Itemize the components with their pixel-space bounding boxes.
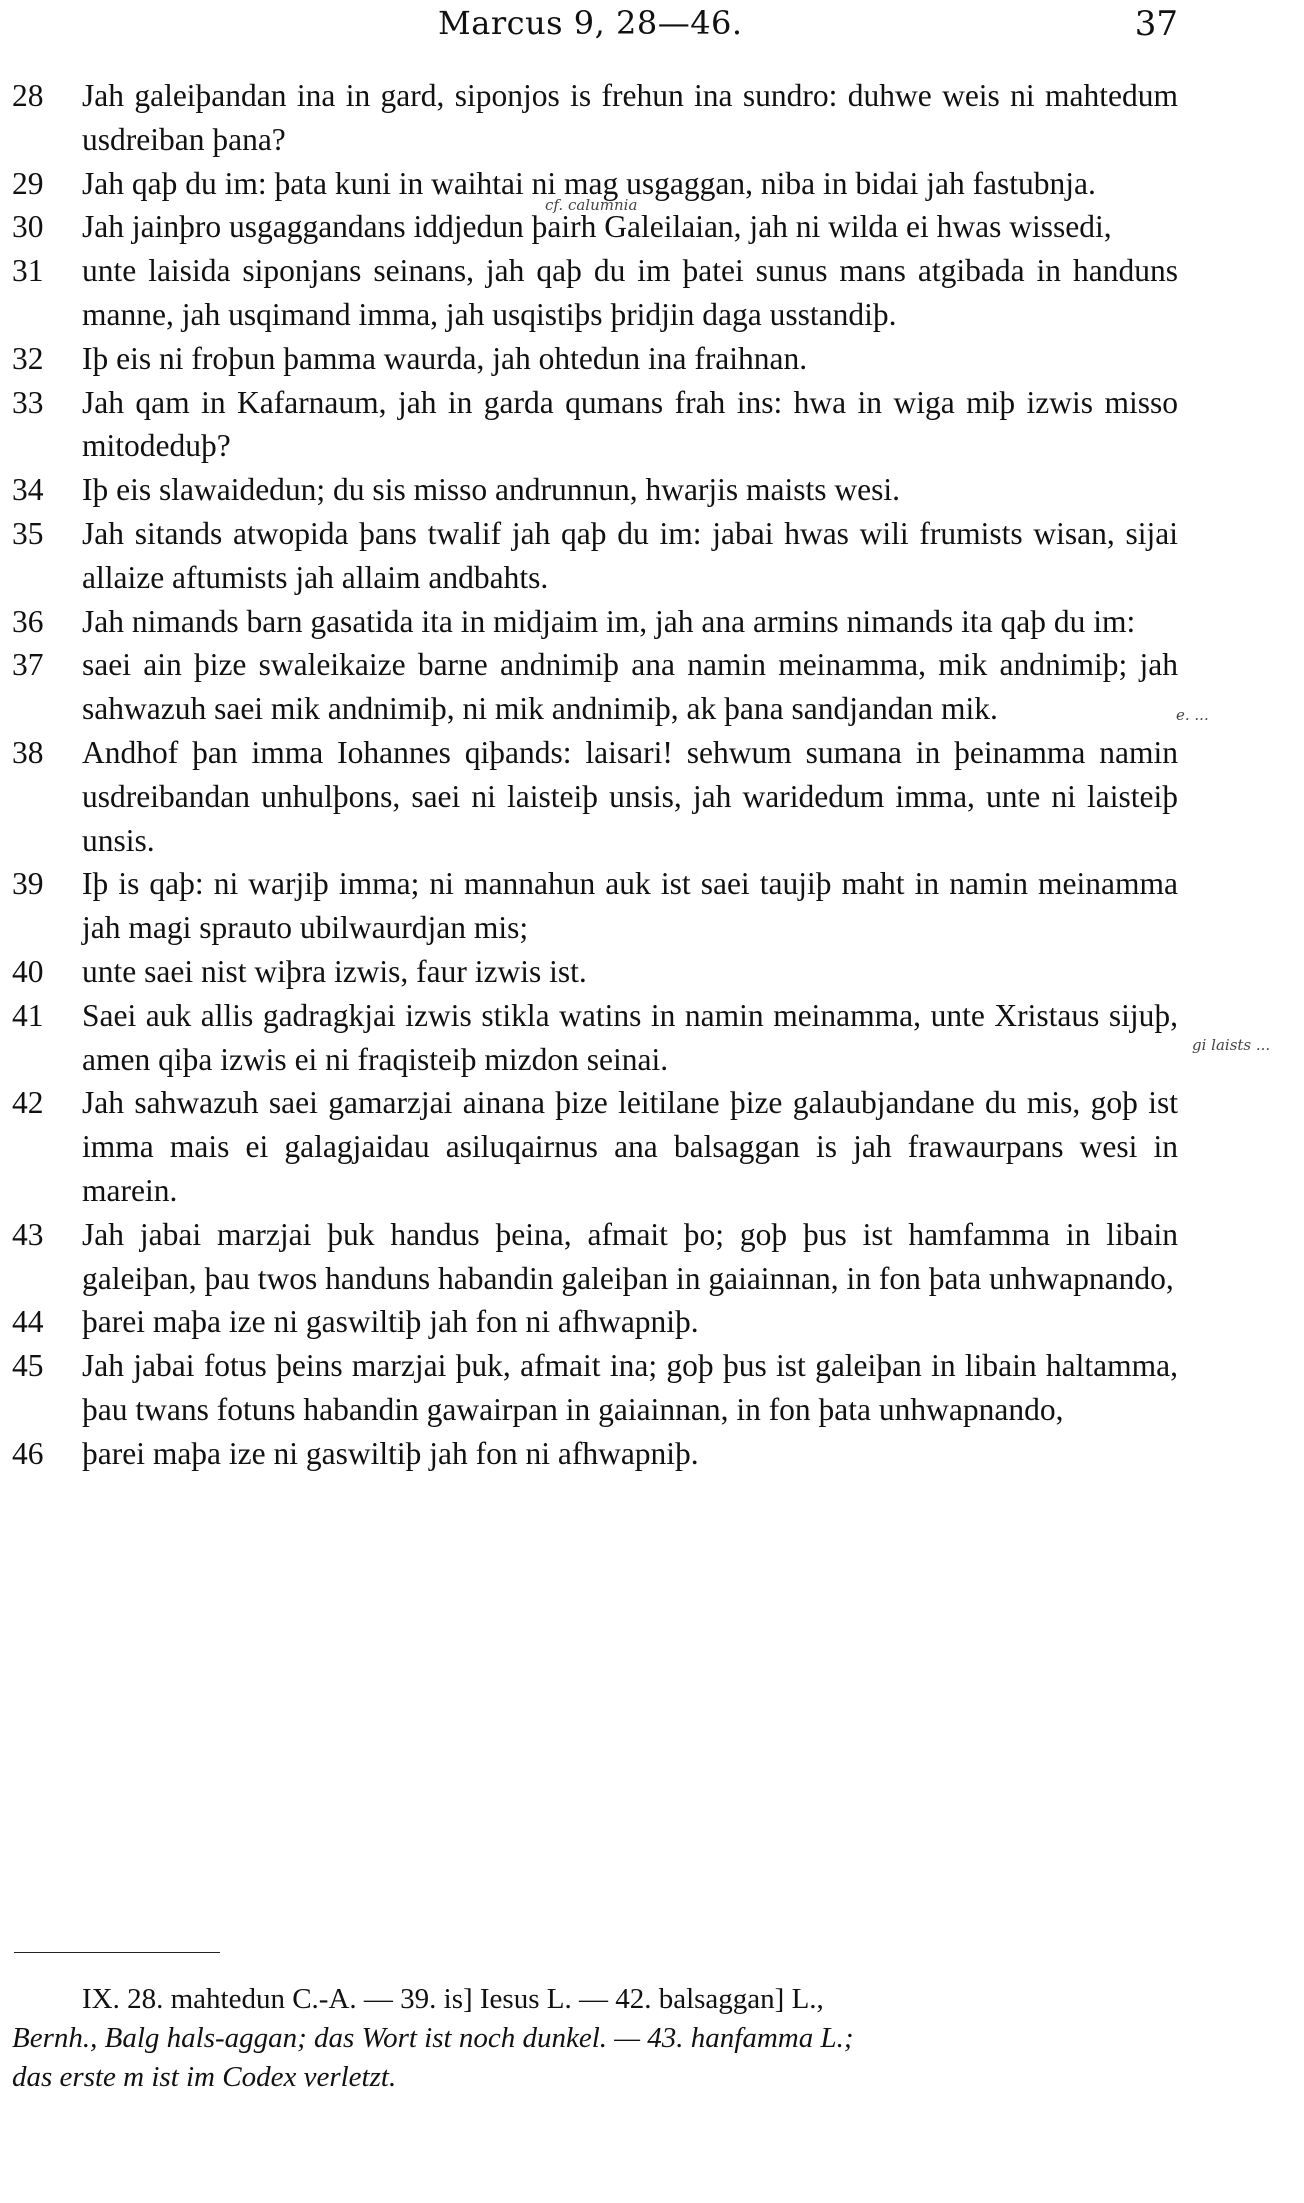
verse-text: Andhof þan imma Iohannes qiþands: laisari! sehwum sumana in þeinamma namin usdreibandan unhulþons, saei ni laisteiþ unsis, jah waridedum imma, unte ni laisteiþ unsis. bbox=[82, 734, 1178, 858]
verse-39 bbox=[12, 862, 1178, 950]
footnote-line: IX. 28. mahtedun C.-A. — 39. is] Iesus L. — 42. balsaggan] L., bbox=[82, 1983, 824, 2015]
verse-text: Jah qaþ du im: þata kuni in waihtai ni mag usgaggan, niba in bidai jah fastubnja. bbox=[82, 165, 1096, 201]
verse-28 bbox=[12, 74, 1178, 162]
verse-text: þarei maþa ize ni gaswiltiþ jah fon ni afhwapniþ. bbox=[82, 1304, 699, 1340]
verse-43 bbox=[12, 1213, 1178, 1301]
verse-38 bbox=[12, 731, 1178, 862]
verse-text: Jah galeiþandan ina in gard, siponjos is frehun ina sundro: duhwe weis ni mahtedum usdreiban þana? bbox=[82, 78, 1178, 157]
verse-35 bbox=[12, 512, 1178, 600]
verse-number: 36 bbox=[12, 603, 44, 639]
verse-number: 42 bbox=[12, 1085, 44, 1121]
verse-number: 39 bbox=[12, 866, 44, 902]
verse-text: Jah jainþro usgaggandans iddjedun þairh Galeilaian, jah ni wilda ei hwas wissedi, bbox=[82, 209, 1112, 245]
verse-number: 30 bbox=[12, 209, 44, 245]
verse-number: 31 bbox=[12, 253, 44, 289]
verse-text: Iþ is qaþ: ni warjiþ imma; ni mannahun auk ist saei taujiþ maht in namin meinamma jah magi sprauto ubilwaurdjan mis; bbox=[82, 866, 1178, 946]
verse-text: saei ain þize swaleikaize barne andnimiþ ana namin meinamma, mik andnimiþ; jah sahwazuh saei mik andnimiþ, ni mik andnimiþ, ak þana sandjandan mik. bbox=[82, 647, 1178, 727]
verse-31 bbox=[12, 249, 1178, 337]
verse-number: 38 bbox=[12, 734, 44, 770]
footnote-line: das erste m ist im Codex verletzt. bbox=[12, 2061, 397, 2093]
verse-text: Jah nimands barn gasatida ita in midjaim im, jah ana armins nimands ita qaþ du im: bbox=[82, 603, 1136, 639]
verse-37 bbox=[12, 643, 1178, 731]
verse-text: Iþ eis slawaidedun; du sis misso andrunnun, hwarjis maists wesi. bbox=[82, 472, 901, 508]
footnote-line: Bernh., Balg hals-aggan; das Wort ist noch dunkel. — 43. hanfamma L.; bbox=[12, 2022, 854, 2054]
verse-number: 46 bbox=[12, 1435, 44, 1471]
verse-text: Jah sitands atwopida þans twalif jah qaþ du im: jabai hwas wili frumists wisan, sijai allaize aftumists jah allaim andbahts. bbox=[82, 515, 1178, 595]
verse-32 bbox=[12, 337, 1178, 381]
verse-number: 41 bbox=[12, 997, 44, 1033]
verse-number: 29 bbox=[12, 165, 44, 201]
running-title: Marcus 9, 28—46. bbox=[438, 4, 743, 42]
verse-list bbox=[12, 74, 1178, 1476]
verse-text: Jah qam in Kafarnaum, jah in garda qumans frah ins: hwa in wiga miþ izwis misso mitodeduþ? bbox=[82, 384, 1178, 464]
verse-text: þarei maþa ize ni gaswiltiþ jah fon ni afhwapniþ. bbox=[82, 1435, 699, 1471]
verse-text: Jah sahwazuh saei gamarzjai ainana þize leitilane þize galaubjandane du mis, goþ ist imma mais ei galagjaidau asiluqairnus ana balsaggan is jah frawaurpans wesi in marein. bbox=[82, 1085, 1178, 1208]
verse-45 bbox=[12, 1344, 1178, 1432]
verse-number: 45 bbox=[12, 1348, 44, 1384]
verse-40 bbox=[12, 950, 1178, 994]
footnote-divider bbox=[14, 1952, 220, 1953]
verse-42 bbox=[12, 1081, 1178, 1212]
handwritten-note: gi laists ... bbox=[1192, 1036, 1271, 1054]
verse-text: Saei auk allis gadragkjai izwis stikla watins in namin meinamma, unte Xristaus sijuþ, amen qiþa izwis ei ni fraqisteiþ mizdon seinai. bbox=[82, 997, 1178, 1077]
page-number: 37 bbox=[1134, 4, 1178, 44]
handwritten-note: cf. calumnia bbox=[545, 196, 638, 214]
verse-text: Jah jabai marzjai þuk handus þeina, afmait þo; goþ þus ist hamfamma in libain galeiþan, þau twos handuns habandin galeiþan in gaiainnan, in fon þata unhwapnando, bbox=[82, 1216, 1178, 1296]
verse-text: unte saei nist wiþra izwis, faur izwis ist. bbox=[82, 953, 587, 989]
verse-number: 35 bbox=[12, 515, 44, 551]
verse-number: 32 bbox=[12, 340, 44, 376]
verse-number: 33 bbox=[12, 384, 44, 420]
page-header bbox=[0, 4, 1304, 48]
verse-text: Jah jabai fotus þeins marzjai þuk, afmait ina; goþ þus ist galeiþan in libain haltamma, þau twans fotuns habandin gawairpan in gaiainnan, in fon þata unhwapnando, bbox=[82, 1348, 1178, 1427]
verse-text: Iþ eis ni froþun þamma waurda, jah ohtedun ina fraihnan. bbox=[82, 340, 808, 376]
verse-number: 40 bbox=[12, 953, 44, 989]
verse-number: 34 bbox=[12, 472, 44, 508]
verse-text: unte laisida siponjans seinans, jah qaþ du im þatei sunus mans atgibada in handuns manne, jah usqimand imma, jah usqistiþs þridjin daga usstandiþ. bbox=[82, 253, 1178, 332]
verse-number: 44 bbox=[12, 1304, 44, 1340]
verse-number: 37 bbox=[12, 647, 44, 683]
verse-34 bbox=[12, 468, 1178, 512]
verse-number: 43 bbox=[12, 1216, 44, 1252]
verse-33 bbox=[12, 381, 1178, 469]
verse-36 bbox=[12, 600, 1178, 644]
verse-number: 28 bbox=[12, 78, 44, 113]
verse-41 bbox=[12, 994, 1178, 1082]
footnotes bbox=[12, 1980, 1182, 2097]
verse-44 bbox=[12, 1300, 1178, 1344]
handwritten-note: e. ... bbox=[1176, 706, 1209, 724]
verse-46 bbox=[12, 1432, 1178, 1476]
